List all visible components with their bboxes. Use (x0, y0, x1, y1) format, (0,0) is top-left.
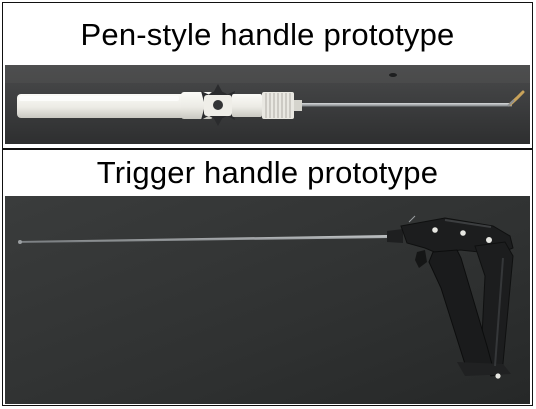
panel-title-pen-style: Pen-style handle prototype (80, 17, 455, 52)
pen-shaft (302, 103, 512, 107)
shaft-nozzle (387, 229, 403, 243)
pen-style-handle-photo (5, 65, 530, 144)
panel-title-trigger: Trigger handle prototype (96, 155, 439, 190)
pen-style-handle-illustration (5, 65, 530, 144)
trigger-handle-photo (5, 196, 530, 404)
panel-divider (3, 148, 532, 150)
figure-frame (2, 2, 533, 406)
trigger-handle-illustration (5, 196, 530, 404)
